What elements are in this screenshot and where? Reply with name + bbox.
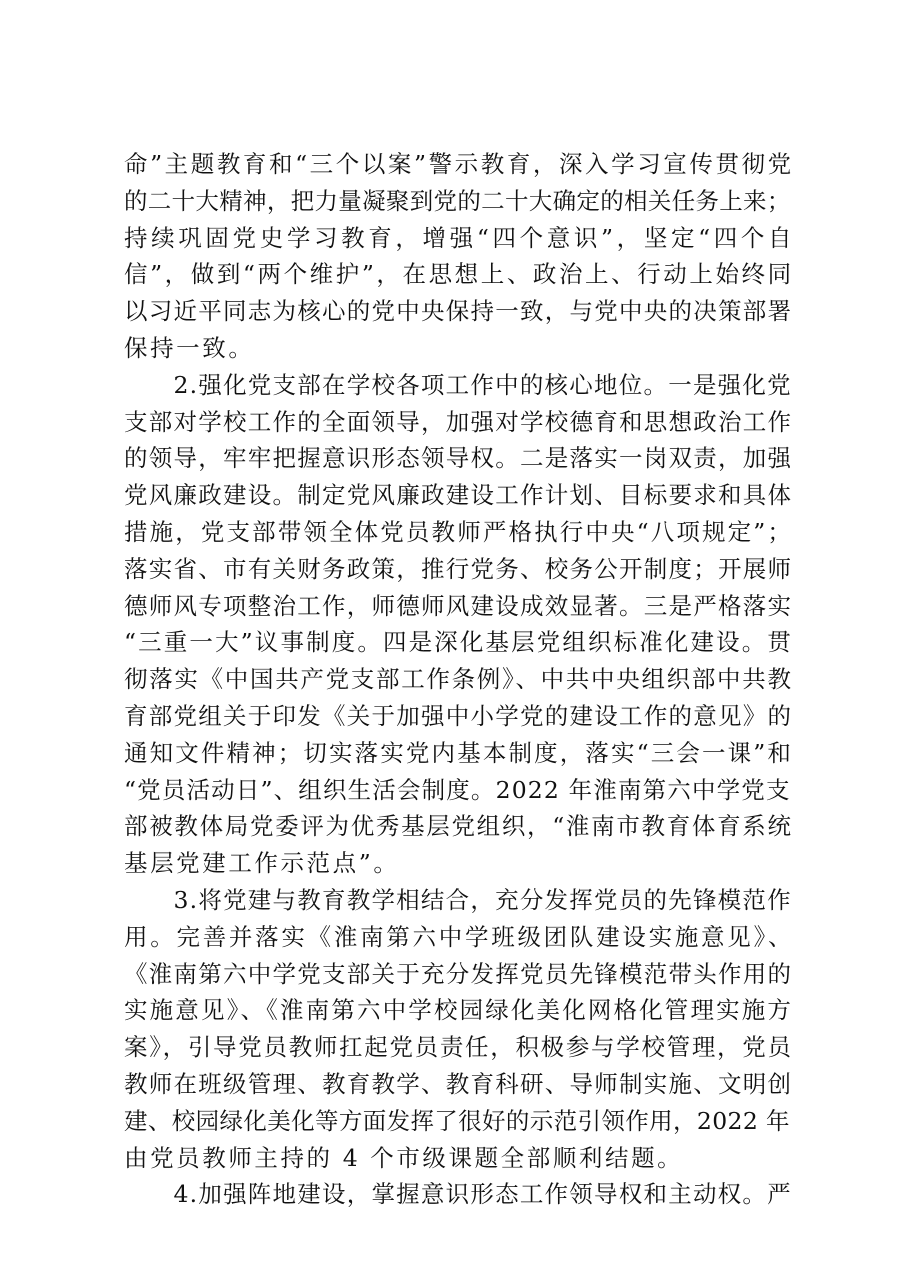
text-line-content: 的领导，牢牢把握意识形态领导权。二是落实一岗双责，加强: [124, 444, 793, 473]
text-line: [124, 551, 804, 588]
text-line: [124, 735, 804, 772]
text-line-content: 通知文件精神；切实落实党内基本制度，落实“三会一课”和: [124, 738, 794, 767]
text-line: [124, 956, 804, 993]
text-line: [124, 440, 804, 477]
text-line-content: 信”，做到“两个维护”，在思想上、政治上、行动上始终同: [124, 260, 794, 289]
text-line-content: 落实省、市有关财务政策，推行党务、校务公开制度；开展师: [124, 554, 793, 583]
text-line: [124, 183, 804, 220]
text-line: [124, 293, 804, 330]
text-line-content: 3.将党建与教育教学相结合，充分发挥党员的先锋模范作: [124, 885, 792, 914]
text-line-content: 案》，引导党员教师扛起党员责任，积极参与学校管理，党员: [124, 1033, 793, 1062]
text-line-content: 建、校园绿化美化等方面发挥了很好的示范引领作用，2022 年: [124, 1106, 790, 1135]
text-line-content: 实施意见》、《淮南第六中学校园绿化美化网格化管理实施方: [124, 996, 794, 1025]
text-line: [124, 367, 804, 404]
text-line-content: 支部对学校工作的全面领导，加强对学校德育和思想政治工作: [124, 407, 793, 436]
text-line: [124, 772, 804, 809]
text-line: [124, 845, 804, 882]
text-line: [124, 330, 804, 367]
text-line-content: “三重一大”议事制度。四是深化基层党组织标准化建设。贯: [124, 628, 794, 657]
text-line-content: 《淮南第六中学党支部关于充分发挥党员先锋模范带头作用的: [124, 959, 793, 988]
text-line: [124, 882, 804, 919]
text-line: [124, 477, 804, 514]
text-line: [124, 404, 804, 441]
text-line: [124, 919, 804, 956]
text-line-content: 党风廉政建设。制定党风廉政建设工作计划、目标要求和具体: [124, 481, 793, 510]
text-line-content: 以习近平同志为核心的党中央保持一致，与党中央的决策部署: [124, 297, 793, 326]
text-line-content: 措施，党支部带领全体党员教师严格执行中央“八项规定”；: [124, 517, 794, 546]
text-line-content: 用。完善并落实《淮南第六中学班级团队建设实施意见》、: [124, 922, 795, 951]
text-line-content: 育部党组关于印发《关于加强中小学党的建设工作的意见》的: [124, 701, 793, 730]
text-line: [124, 146, 804, 183]
text-line-content: 命”主题教育和“三个以案”警示教育，深入学习宣传贯彻党: [124, 150, 794, 178]
text-line: [124, 1140, 804, 1177]
text-line: [124, 220, 804, 257]
text-line-content: 4.加强阵地建设，掌握意识形态工作领导权和主动权。严: [124, 1180, 792, 1209]
text-line-content: 的二十大精神，把力量凝聚到党的二十大确定的相关任务上来；: [124, 186, 791, 215]
text-line-content: 基层党建工作示范点”。: [124, 849, 400, 878]
text-line-content: 教师在班级管理、教育教学、教育科研、导师制实施、文明创: [124, 1069, 793, 1098]
document-body: [124, 146, 804, 1213]
text-line: [124, 661, 804, 698]
text-line: [124, 1103, 804, 1140]
text-line: [124, 514, 804, 551]
text-line: [124, 992, 804, 1029]
text-line: [124, 1176, 804, 1213]
text-line-content: 彻落实《中国共产党支部工作条例》、中共中央组织部中共教: [124, 665, 793, 694]
text-line: [124, 698, 804, 735]
text-line: [124, 256, 804, 293]
text-line: [124, 1029, 804, 1066]
text-line-content: 部被教体局党委评为优秀基层党组织，“淮南市教育体育系统: [124, 812, 793, 841]
text-line: [124, 1066, 804, 1103]
text-line-content: 持续巩固党史学习教育，增强“四个意识”，坚定“四个自: [124, 223, 796, 252]
text-line: [124, 588, 804, 625]
text-line-content: “党员活动日”、组织生活会制度。2022 年淮南第六中学党支: [124, 775, 791, 804]
text-line-content: 德师风专项整治工作，师德师风建设成效显著。三是严格落实: [124, 591, 793, 620]
text-line: [124, 624, 804, 661]
text-line-content: 由党员教师主持的 4 个市级课题全部顺利结题。: [124, 1143, 684, 1172]
text-line: [124, 808, 804, 845]
text-line-content: 2.强化党支部在学校各项工作中的核心地位。一是强化党: [124, 370, 792, 399]
text-line-content: 保持一致。: [124, 333, 255, 362]
